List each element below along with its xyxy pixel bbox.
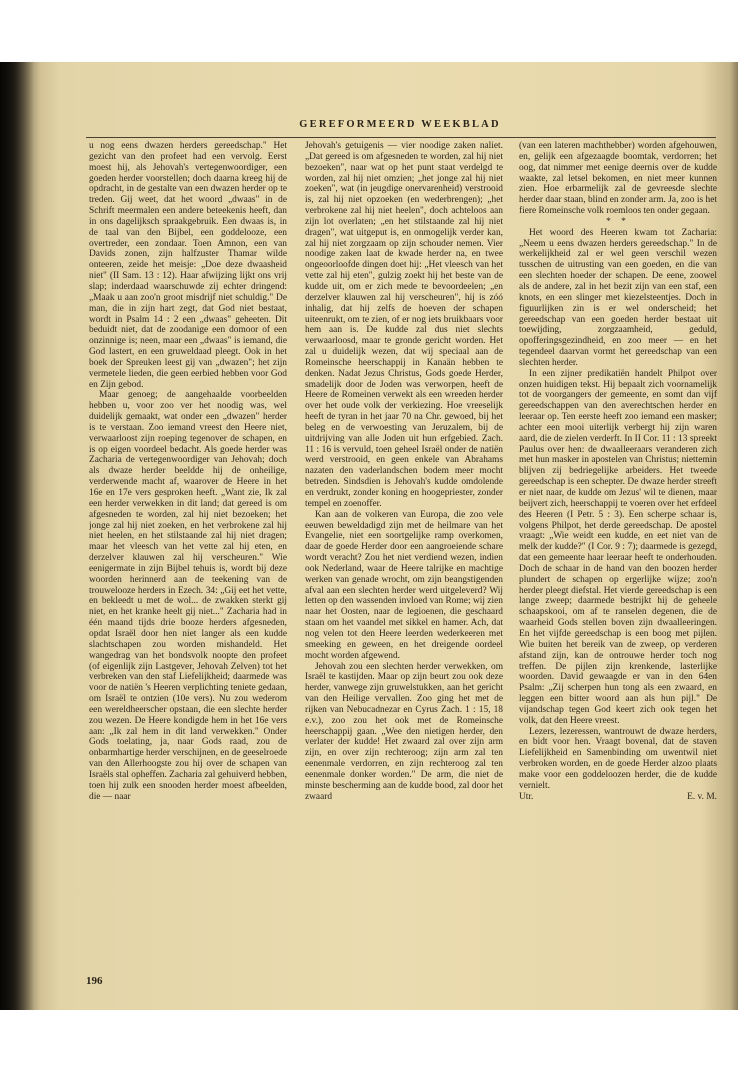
header-rule <box>86 137 716 138</box>
paragraph: Jehovah zou een slechten herder verwekken, om Israël te kastijden. Maar op zijn beurt zou ook deze herder, vanwege zijn gruwelstukken, aan het gericht van den Heilige vervallen. Zoo ging het met de rijken van Nebucadnezar en Cyrus Zach. 1 : 15, 18 e.v.), zoo zou het ook met de Romeinsche heerschappij gaan. „Wee den nietigen herder, den verlater der kudde! Het zwaard zal over zijn arm zijn, en over zijn rechteroog; zijn arm zal ten eenenmale verdorren, en zijn rechteroog zal ten eenenmale donker worden." De arm, die niet de minste bescherming aan de kudde bood, zal door het zwaard <box>305 661 503 802</box>
paragraph: u nog eens dwazen herders gereedschap." Het gezicht van den profeet had een vervolg. Eerst moest hij, als Jehovah's vertegenwoordiger, een goeden herder voorstellen; doch daarna kreeg hij de opdracht, in de gestalte van een dwazen herder op te treden. Gij weet, dat het woord „dwaas" in de Schrift meermalen een andere beteekenis heeft, dan in ons dagelijksch spraakgebruik. Een dwaas is, in de taal van den Bijbel, een goddelooze, een overtreder, een zondaar. Toen Amnon, een van Davids zonen, zijn halfzuster Thamar wilde onteeren, zeide het meisje: „Doe deze dwaasheid niet" (II Sam. 13 : 12). Haar afwijzing lijkt ons vrij slap; inderdaad waarschuwde zij echter dringend: „Maak u aan zoo'n groot misdrijf niet schuldig." De man, die in zijn hart zegt, dat God niet bestaat, wordt in Psalm 14 : 2 een „dwaas" geheeten. Dit beduidt niet, dat de zoodanige een domoor of een onzinnige is; neen, maar een „dwaas" is iemand, die God lastert, en een gruweldaad pleegt. Ook in het boek der Spreuken leest gij van „dwazen"; het zijn vermetele lieden, die geen eerbied hebben voor God en Zijn gebod. <box>89 141 287 390</box>
binding-shadow <box>0 62 40 1010</box>
text-column-2 <box>305 141 503 979</box>
paragraph: In een zijner predikatiën handelt Philpot over onzen huidigen tekst. Hij bepaalt zich voornamelijk tot de voorgangers der gemeente, en somt dan vijf gereedschappen van den averechtschen herder en leeraar op. Ten eerste heeft zoo iemand een masker; achter een mooi uiterlijk verbergt hij zijn waren aard, die de zielen verderft. In II Cor. 11 : 13 spreekt Paulus over hen: de dwaalleeraars veranderen zich met hun masker in apostelen van Christus; niettemin blijven zij bedriegelijke arbeiders. Het tweede gereedschap is een schepter. De dwaze herder streeft er niet naar, de kudde om Jezus' wil te dienen, maar beijvert zich, heerschappij te voeren over het erfdeel des Heeren (I Petr. 5 : 3). Een scherpe schaar is, volgens Philpot, het derde gereedschap. De apostel vraagt: „Wie weidt een kudde, en eet niet van de melk der kudde?" (I Cor. 9 : 7); daarmede is gezegd, dat een gemeente haar leeraar heeft te onderhouden. Doch de schaar in de hand van den boozen herder plundert de schapen op ergerlijke wijze; zoo'n herder pleegt diefstal. Het vierde gereedschap is een lange zweep; daarmede bestrijkt hij de geheele schaapskooi, om af te ranselen degenen, die de waarheid Gods stellen boven zijn dwaalleeringen. En het vijfde gereedschap is een boog met pijlen. Wie buiten het bereik van de zweep, op verderen afstand zijn, kan de ontrouwe herder toch nog treffen. De pijlen zijn krenkende, lasterlijke woorden. David gewaagde er van in den 64en Psalm: „Zij scherpen hun tong als een zwaard, en leggen een bitter woord aan als hun pijl." De vijandschap tegen God keert zich ook tegen het volk, dat den Heere vreest. <box>519 368 717 726</box>
signature-place: Utr. <box>519 791 534 802</box>
paragraph: Kan aan de volkeren van Europa, die zoo vele eeuwen beweldadigd zijn met de heilmare van het Evangelie, niet een soortgelijke ramp overkomen, daar de goede Herder door een aangroeiende schare wordt veracht? Zou het niet verdiend wezen, indien ook Nederland, waar de Heere talrijke en machtige werken van genade wrocht, om zijn beangstigenden afval aan een slechten herder werd uitgeleverd? Wij letten op den wassenden invloed van Rome; wij zien naar het Oosten, naar de legioenen, die geschaard staan om het vaandel met sikkel en hamer. Ach, dat nog velen tot den Heere leerden wederkeeren met smeeking en geween, en het dreigende oordeel mocht worden afgewend. <box>305 509 503 661</box>
paragraph: Maar genoeg; de aangehaalde voorbeelden hebben u, voor zoo ver het noodig was, wel duidelijk gemaakt, wat onder een „dwazen" herder is te verstaan. Zoo iemand vreest den Heere niet, verwaarloost zijn roeping tegenover de schapen, en is op eigen voordeel bedacht. Als goede herder was Zacharia de vertegenwoordiger van Jehovah; doch als dwaze herder beeldde hij de onheilige, verderwende macht af, waarover de Heere in het 16e en 17e vers gesproken heeft. „Want zie, Ik zal een herder verwekken in dit land; dat gereed is om afgesneden te worden, zal hij niet bezoeken; het jonge zal hij niet zoeken, en het verbrokene zal hij niet heelen, en het stilstaande zal hij niet dragen; maar het vleesch van het vette zal hij eten, en derzelver klauwen zal hij verscheuren." Wie eenigermate in zijn Bijbel tehuis is, wordt bij deze woorden herinnerd aan de teekening van de trouwelooze herders in Ezech. 34: „Gij eet het vette, en bekleedt u met de wol... de zwakken sterkt gij niet, en het kranke heelt gij niet..." Zacharia had in één maand tijds drie booze herders afgesneden, opdat Israël door hen niet langer als een kudde slachtschapen zou worden mishandeld. Het wangedrag van het bondsvolk noopte den profeet (of eigenlijk zijn Lastgever, Jehovah Zelven) tot het verbreken van den staf Liefelijkheid; daarmede was voor de natiën 's Heeren verplichting teniete gedaan, om Israël te ontzien (10e vers). Nu zou wederom een wereldheerscher opstaan, die een slechte herder zou wezen. De Heere kondigde hem in het 16e vers aan: „Ik zal hem in dit land verwekken." Onder Gods toelating, ja, naar Gods raad, zou de onbarmhartige herder verschijnen, en de geeselroede van den Allerhoogste zou hij over de schapen van Israëls stal opheffen. Zacharia zal gehuiverd hebben, toen hij zulk een snooden herder moest afbeelden, die — naar <box>89 390 287 802</box>
signature-initials: E. v. M. <box>687 791 717 802</box>
text-column-1 <box>89 141 287 979</box>
text-column-3 <box>519 141 717 979</box>
paragraph: Jehovah's getuigenis — vier noodige zaken naliet. „Dat gereed is om afgesneden te worden, zal hij niet bezoeken", naar wat op het punt staat verdelgd te worden, zal hij niet omzien; „het jonge zal hij niet zoeken", wat (in jeugdige onervarenheid) verstrooid is, zal hij niet opzoeken (en wederbrengen); „het verbrokene zal hij niet heelen", doch achteloos aan zijn lot overlaten; „en het stilstaande zal hij niet dragen", wat uitgeput is, en onmogelijk verder kan, zal hij niet zorgzaam op zijn schouder nemen. Vier noodige zaken laat de kwade herder na, en twee ongeoorloofde dingen doet hij: „Het vleesch van het vette zal hij eten", gulzig zoekt hij het beste van de kudde uit, om er zich mede te bevoordeelen; „en derzelver klauwen zal hij verscheuren", hij is zóó inhalig, dat hij zelfs de hoeven der schapen uiteenrukt, om te zien, of er nog iets bruikbaars voor hem aan is. De kudde zal dus niet slechts verwaarloosd, maar te gronde gericht worden. Het zal u duidelijk wezen, dat wij speciaal aan de Romeinsche heerschappij in Kanaän hebben te denken. Nadat Jezus Christus, Gods goede Herder, smadelijk door de Joden was verworpen, heeft de Heere de Romeinen verwekt als een wreeden herder over het oude volk der verkiezing. Hoe vreeselijk heeft de tyran in het jaar 70 na Chr. gewoed, bij het beleg en de verwoesting van Jeruzalem, bij de uitdrijving van alle Joden uit hun erfgebied. Zach. 11 : 16 is vervuld, toen geheel Israël onder de natiën werd verstrooid, en geen enkele van Abrahams nazaten den vaderlandschen bodem meer mocht betreden. Sindsdien is Jehovah's kudde omdolende en verdrukt, zonder koning en hoogepriester, zonder tempel en zoenoffer. <box>305 141 503 509</box>
page-number: 196 <box>86 975 103 987</box>
paragraph: Het woord des Heeren kwam tot Zacharia: „Neem u eens dwazen herders gereedschap." In de werkelijkheid zal er wel geen verschil wezen tusschen de uitrusting van een goeden, en die van een slechten hoeder der schapen. De eene, zoowel als de andere, zal in het bezit zijn van een staf, een knots, en een slinger met kiezelsteentjes. Doch in figuurlijken zin is er wel onderscheid; het gereedschap van een goeden herder bestaat uit toewijding, zorgzaamheid, geduld, opofferingsgezindheid, en zoo meer — en het tegendeel daarvan vormt het gereedschap van een slechten herder. <box>519 227 717 368</box>
paragraph: Lezers, lezeressen, wantrouwt de dwaze herders, en bidt voor hen. Vraagt bovenal, dat de staven Liefelijkheid en Samenbinding om uwentwil niet verbroken worden, en de goede Herder alzoo plaats make voor een goddeloozen herder, die de kudde vernielt. <box>519 726 717 791</box>
signature-line <box>519 792 717 803</box>
paragraph: (van een lateren machthebber) worden afgehouwen, en, gelijk een afgezaagde boomtak, verdorren; het oog, dat nimmer met eenige deernis over de kudde waakte, zal letsel bekomen, en niet meer kunnen zien. Hoe erbarmelijk zal de gevreesde slechte herder daar staan, blind en zonder arm. Ja, zoo is het fiere Romeinsche volk roemloos ten onder gegaan. <box>519 141 717 217</box>
section-break: * * <box>606 216 630 227</box>
running-header: GEREFORMEERD WEEKBLAD <box>299 119 501 130</box>
